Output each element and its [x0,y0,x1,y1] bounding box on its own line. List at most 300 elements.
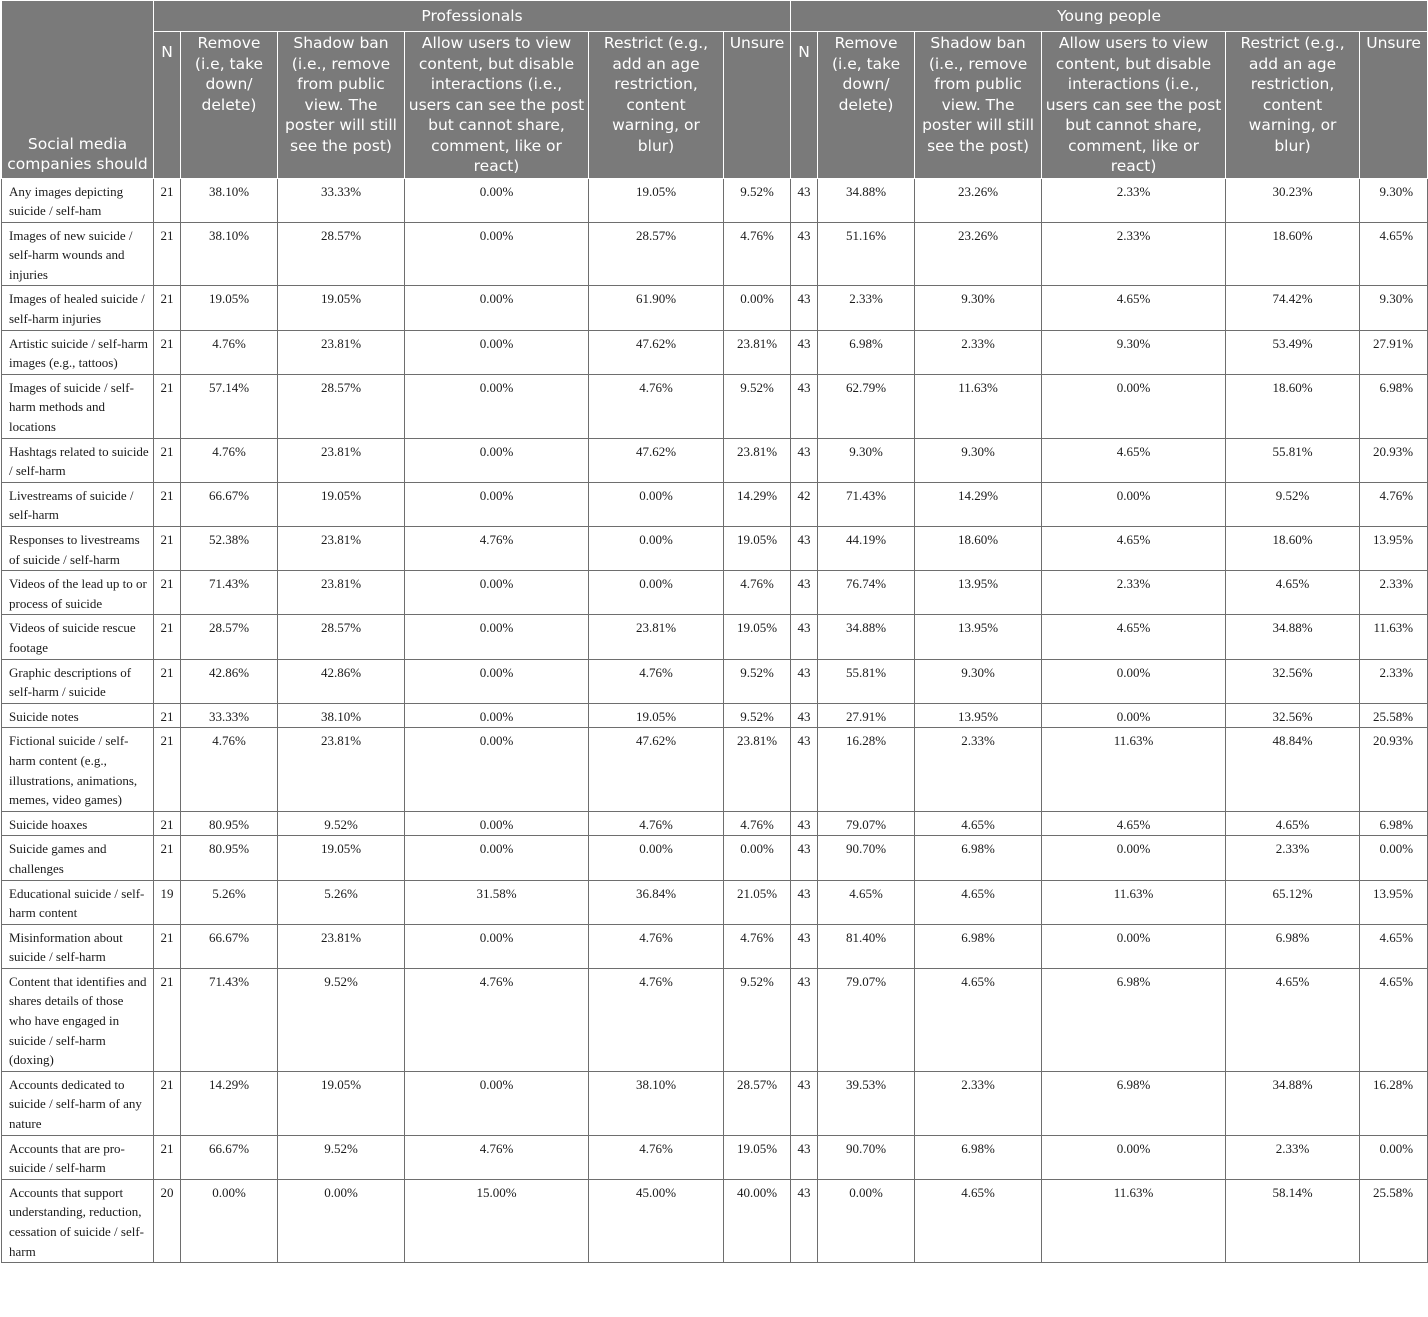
row-label: Images of suicide / self-harm methods and locations [2,374,154,438]
professionals-remove-cell: 14.29% [181,1071,278,1135]
professionals-unsure-cell: 23.81% [724,728,791,811]
young-people-disable-interactions-cell: 4.65% [1042,527,1226,571]
young-people-remove-cell: 2.33% [818,286,915,330]
young-people-disable-interactions-cell: 6.98% [1042,1071,1226,1135]
professionals-n-cell: 21 [154,728,181,811]
young-people-restrict-cell: 4.65% [1226,571,1360,615]
young-people-restrict-cell: 6.98% [1226,924,1360,968]
young-people-disable-interactions-cell: 0.00% [1042,836,1226,880]
young-people-shadow-ban-cell: 23.26% [915,178,1042,222]
professionals-n-cell: 21 [154,482,181,526]
table-row [2,1135,1428,1179]
group-header-young-people: Young people [791,1,1428,32]
young-people-shadow-ban-cell: 9.30% [915,286,1042,330]
young-people-shadow-ban-cell: 4.65% [915,811,1042,836]
professionals-unsure-cell: 0.00% [724,286,791,330]
professionals-n-cell: 21 [154,615,181,659]
professionals-n-cell: 21 [154,178,181,222]
professionals-shadow-ban-cell: 23.81% [278,924,405,968]
column-header-shadow-ban: Shadow ban (i.e., remove from public view. The poster will still see the post) [278,32,405,179]
young-people-shadow-ban-cell: 6.98% [915,836,1042,880]
row-label: Responses to livestreams of suicide / self-harm [2,527,154,571]
professionals-remove-cell: 71.43% [181,571,278,615]
row-label: Any images depicting suicide / self-ham [2,178,154,222]
young-people-unsure-cell: 4.65% [1360,222,1428,286]
young-people-n-cell: 43 [791,968,818,1071]
young-people-shadow-ban-cell: 13.95% [915,703,1042,728]
professionals-n-cell: 21 [154,330,181,374]
professionals-n-cell: 20 [154,1179,181,1262]
young-people-remove-cell: 79.07% [818,968,915,1071]
row-label: Accounts that support understanding, reduction, cessation of suicide / self-harm [2,1179,154,1262]
young-people-n-cell: 43 [791,728,818,811]
column-header-remove: Remove (i.e, take down/ delete) [818,32,915,179]
professionals-disable-interactions-cell: 0.00% [405,836,589,880]
young-people-unsure-cell: 4.76% [1360,482,1428,526]
young-people-restrict-cell: 30.23% [1226,178,1360,222]
professionals-disable-interactions-cell: 0.00% [405,222,589,286]
table-row [2,178,1428,222]
professionals-remove-cell: 28.57% [181,615,278,659]
professionals-unsure-cell: 4.76% [724,924,791,968]
professionals-n-cell: 21 [154,1071,181,1135]
young-people-restrict-cell: 74.42% [1226,286,1360,330]
young-people-unsure-cell: 9.30% [1360,178,1428,222]
professionals-unsure-cell: 4.76% [724,222,791,286]
young-people-restrict-cell: 18.60% [1226,222,1360,286]
column-header-restrict: Restrict (e.g., add an age restriction, content warning, or blur) [589,32,724,179]
professionals-remove-cell: 38.10% [181,178,278,222]
young-people-disable-interactions-cell: 0.00% [1042,703,1226,728]
professionals-restrict-cell: 4.76% [589,374,724,438]
row-label: Images of healed suicide / self-harm injuries [2,286,154,330]
young-people-disable-interactions-cell: 6.98% [1042,968,1226,1071]
row-label: Accounts dedicated to suicide / self-harm of any nature [2,1071,154,1135]
table-row [2,374,1428,438]
table-row [2,659,1428,703]
row-label: Fictional suicide / self-harm content (e.g., illustrations, animations, memes, video games) [2,728,154,811]
row-label: Graphic descriptions of self-harm / suicide [2,659,154,703]
table-row [2,438,1428,482]
table-row [2,703,1428,728]
young-people-remove-cell: 71.43% [818,482,915,526]
professionals-disable-interactions-cell: 0.00% [405,615,589,659]
professionals-unsure-cell: 40.00% [724,1179,791,1262]
young-people-n-cell: 43 [791,1179,818,1262]
professionals-shadow-ban-cell: 9.52% [278,811,405,836]
young-people-remove-cell: 79.07% [818,811,915,836]
professionals-remove-cell: 19.05% [181,286,278,330]
row-label: Artistic suicide / self-harm images (e.g., tattoos) [2,330,154,374]
professionals-disable-interactions-cell: 15.00% [405,1179,589,1262]
professionals-unsure-cell: 28.57% [724,1071,791,1135]
table-row [2,222,1428,286]
professionals-shadow-ban-cell: 19.05% [278,482,405,526]
professionals-restrict-cell: 0.00% [589,527,724,571]
professionals-remove-cell: 66.67% [181,1135,278,1179]
row-label: Videos of suicide rescue footage [2,615,154,659]
professionals-remove-cell: 33.33% [181,703,278,728]
professionals-disable-interactions-cell: 0.00% [405,438,589,482]
row-label: Misinformation about suicide / self-harm [2,924,154,968]
table-row [2,880,1428,924]
professionals-unsure-cell: 0.00% [724,836,791,880]
table-row [2,1179,1428,1262]
professionals-remove-cell: 66.67% [181,924,278,968]
young-people-shadow-ban-cell: 13.95% [915,571,1042,615]
young-people-remove-cell: 16.28% [818,728,915,811]
table-row [2,482,1428,526]
young-people-shadow-ban-cell: 18.60% [915,527,1042,571]
professionals-unsure-cell: 9.52% [724,659,791,703]
young-people-n-cell: 43 [791,527,818,571]
column-header-restrict: Restrict (e.g., add an age restriction, content warning, or blur) [1226,32,1360,179]
professionals-shadow-ban-cell: 33.33% [278,178,405,222]
professionals-shadow-ban-cell: 23.81% [278,330,405,374]
column-header-unsure: Unsure [1360,32,1428,179]
professionals-unsure-cell: 19.05% [724,615,791,659]
column-header-shadow-ban: Shadow ban (i.e., remove from public view. The poster will still see the post) [915,32,1042,179]
table-row [2,615,1428,659]
young-people-disable-interactions-cell: 11.63% [1042,1179,1226,1262]
young-people-restrict-cell: 18.60% [1226,374,1360,438]
young-people-shadow-ban-cell: 4.65% [915,968,1042,1071]
professionals-disable-interactions-cell: 4.76% [405,1135,589,1179]
professionals-restrict-cell: 36.84% [589,880,724,924]
professionals-restrict-cell: 19.05% [589,178,724,222]
table-row [2,924,1428,968]
professionals-shadow-ban-cell: 19.05% [278,286,405,330]
young-people-remove-cell: 27.91% [818,703,915,728]
young-people-shadow-ban-cell: 23.26% [915,222,1042,286]
professionals-restrict-cell: 4.76% [589,659,724,703]
young-people-n-cell: 43 [791,330,818,374]
young-people-disable-interactions-cell: 4.65% [1042,286,1226,330]
professionals-disable-interactions-cell: 0.00% [405,178,589,222]
young-people-disable-interactions-cell: 4.65% [1042,615,1226,659]
professionals-disable-interactions-cell: 0.00% [405,728,589,811]
table-row [2,330,1428,374]
professionals-restrict-cell: 4.76% [589,924,724,968]
professionals-n-cell: 21 [154,811,181,836]
young-people-remove-cell: 6.98% [818,330,915,374]
table-row [2,571,1428,615]
professionals-restrict-cell: 61.90% [589,286,724,330]
professionals-disable-interactions-cell: 0.00% [405,482,589,526]
young-people-shadow-ban-cell: 9.30% [915,659,1042,703]
table-row [2,811,1428,836]
column-header-disable-interactions: Allow users to view content, but disable interactions (i.e., users can see the post but cannot share, comment, like or react) [405,32,589,179]
young-people-restrict-cell: 34.88% [1226,1071,1360,1135]
young-people-restrict-cell: 4.65% [1226,811,1360,836]
table-row [2,728,1428,811]
row-label: Images of new suicide / self-harm wounds and injuries [2,222,154,286]
row-label: Accounts that are pro-suicide / self-harm [2,1135,154,1179]
young-people-n-cell: 43 [791,1071,818,1135]
young-people-restrict-cell: 55.81% [1226,438,1360,482]
young-people-restrict-cell: 2.33% [1226,1135,1360,1179]
young-people-restrict-cell: 18.60% [1226,527,1360,571]
professionals-shadow-ban-cell: 23.81% [278,571,405,615]
professionals-disable-interactions-cell: 0.00% [405,811,589,836]
young-people-remove-cell: 90.70% [818,1135,915,1179]
young-people-n-cell: 43 [791,286,818,330]
professionals-unsure-cell: 9.52% [724,178,791,222]
professionals-remove-cell: 71.43% [181,968,278,1071]
table-row [2,1071,1428,1135]
young-people-shadow-ban-cell: 6.98% [915,924,1042,968]
row-label: Suicide games and challenges [2,836,154,880]
young-people-disable-interactions-cell: 4.65% [1042,438,1226,482]
row-header: Social media companies should [2,1,154,179]
young-people-shadow-ban-cell: 11.63% [915,374,1042,438]
professionals-n-cell: 21 [154,968,181,1071]
table-row [2,968,1428,1071]
young-people-shadow-ban-cell: 9.30% [915,438,1042,482]
professionals-restrict-cell: 4.76% [589,1135,724,1179]
young-people-remove-cell: 0.00% [818,1179,915,1262]
professionals-disable-interactions-cell: 0.00% [405,286,589,330]
professionals-disable-interactions-cell: 0.00% [405,330,589,374]
professionals-shadow-ban-cell: 28.57% [278,374,405,438]
professionals-shadow-ban-cell: 23.81% [278,438,405,482]
young-people-n-cell: 43 [791,222,818,286]
young-people-unsure-cell: 6.98% [1360,811,1428,836]
young-people-n-cell: 43 [791,811,818,836]
professionals-shadow-ban-cell: 0.00% [278,1179,405,1262]
young-people-remove-cell: 44.19% [818,527,915,571]
young-people-n-cell: 43 [791,924,818,968]
professionals-disable-interactions-cell: 0.00% [405,571,589,615]
professionals-remove-cell: 66.67% [181,482,278,526]
young-people-restrict-cell: 34.88% [1226,615,1360,659]
row-label: Suicide notes [2,703,154,728]
young-people-restrict-cell: 2.33% [1226,836,1360,880]
professionals-shadow-ban-cell: 23.81% [278,527,405,571]
young-people-disable-interactions-cell: 0.00% [1042,482,1226,526]
young-people-unsure-cell: 4.65% [1360,924,1428,968]
professionals-restrict-cell: 0.00% [589,836,724,880]
professionals-remove-cell: 42.86% [181,659,278,703]
professionals-unsure-cell: 19.05% [724,1135,791,1179]
young-people-disable-interactions-cell: 9.30% [1042,330,1226,374]
table-body [2,178,1428,1263]
professionals-shadow-ban-cell: 28.57% [278,222,405,286]
row-label: Content that identifies and shares details of those who have engaged in suicide / self-harm (doxing) [2,968,154,1071]
professionals-n-cell: 21 [154,571,181,615]
young-people-n-cell: 43 [791,1135,818,1179]
professionals-n-cell: 19 [154,880,181,924]
young-people-remove-cell: 55.81% [818,659,915,703]
professionals-unsure-cell: 14.29% [724,482,791,526]
professionals-unsure-cell: 4.76% [724,811,791,836]
young-people-restrict-cell: 9.52% [1226,482,1360,526]
results-table [1,0,1428,1263]
young-people-unsure-cell: 16.28% [1360,1071,1428,1135]
professionals-remove-cell: 4.76% [181,330,278,374]
row-label: Educational suicide / self-harm content [2,880,154,924]
professionals-disable-interactions-cell: 31.58% [405,880,589,924]
young-people-shadow-ban-cell: 2.33% [915,1071,1042,1135]
young-people-restrict-cell: 65.12% [1226,880,1360,924]
young-people-shadow-ban-cell: 14.29% [915,482,1042,526]
young-people-unsure-cell: 11.63% [1360,615,1428,659]
table-row [2,836,1428,880]
young-people-shadow-ban-cell: 2.33% [915,728,1042,811]
young-people-n-cell: 43 [791,438,818,482]
professionals-shadow-ban-cell: 23.81% [278,728,405,811]
row-label: Livestreams of suicide / self-harm [2,482,154,526]
young-people-shadow-ban-cell: 2.33% [915,330,1042,374]
young-people-shadow-ban-cell: 4.65% [915,880,1042,924]
professionals-disable-interactions-cell: 0.00% [405,703,589,728]
professionals-restrict-cell: 28.57% [589,222,724,286]
professionals-unsure-cell: 4.76% [724,571,791,615]
young-people-n-cell: 43 [791,836,818,880]
professionals-remove-cell: 38.10% [181,222,278,286]
young-people-n-cell: 42 [791,482,818,526]
professionals-remove-cell: 0.00% [181,1179,278,1262]
young-people-restrict-cell: 48.84% [1226,728,1360,811]
row-label: Hashtags related to suicide / self-harm [2,438,154,482]
young-people-unsure-cell: 27.91% [1360,330,1428,374]
young-people-n-cell: 43 [791,615,818,659]
professionals-remove-cell: 52.38% [181,527,278,571]
professionals-disable-interactions-cell: 4.76% [405,968,589,1071]
young-people-remove-cell: 34.88% [818,615,915,659]
professionals-remove-cell: 80.95% [181,811,278,836]
young-people-unsure-cell: 25.58% [1360,1179,1428,1262]
young-people-restrict-cell: 32.56% [1226,659,1360,703]
young-people-unsure-cell: 6.98% [1360,374,1428,438]
professionals-shadow-ban-cell: 28.57% [278,615,405,659]
young-people-disable-interactions-cell: 0.00% [1042,1135,1226,1179]
young-people-restrict-cell: 4.65% [1226,968,1360,1071]
professionals-n-cell: 21 [154,1135,181,1179]
young-people-unsure-cell: 13.95% [1360,880,1428,924]
young-people-remove-cell: 76.74% [818,571,915,615]
young-people-n-cell: 43 [791,880,818,924]
young-people-unsure-cell: 20.93% [1360,728,1428,811]
professionals-restrict-cell: 47.62% [589,330,724,374]
young-people-remove-cell: 39.53% [818,1071,915,1135]
professionals-disable-interactions-cell: 0.00% [405,374,589,438]
professionals-shadow-ban-cell: 38.10% [278,703,405,728]
professionals-n-cell: 21 [154,222,181,286]
young-people-unsure-cell: 9.30% [1360,286,1428,330]
professionals-restrict-cell: 23.81% [589,615,724,659]
young-people-unsure-cell: 2.33% [1360,659,1428,703]
young-people-remove-cell: 34.88% [818,178,915,222]
young-people-remove-cell: 4.65% [818,880,915,924]
professionals-unsure-cell: 19.05% [724,527,791,571]
young-people-disable-interactions-cell: 2.33% [1042,571,1226,615]
young-people-n-cell: 43 [791,178,818,222]
young-people-disable-interactions-cell: 2.33% [1042,178,1226,222]
professionals-n-cell: 21 [154,924,181,968]
column-header-disable-interactions: Allow users to view content, but disable interactions (i.e., users can see the post but cannot share, comment, like or react) [1042,32,1226,179]
professionals-restrict-cell: 19.05% [589,703,724,728]
table-header [2,1,1428,179]
column-header-n: N [154,32,181,179]
young-people-unsure-cell: 13.95% [1360,527,1428,571]
professionals-shadow-ban-cell: 19.05% [278,1071,405,1135]
young-people-n-cell: 43 [791,703,818,728]
young-people-disable-interactions-cell: 0.00% [1042,374,1226,438]
young-people-disable-interactions-cell: 0.00% [1042,659,1226,703]
young-people-disable-interactions-cell: 4.65% [1042,811,1226,836]
professionals-remove-cell: 4.76% [181,438,278,482]
professionals-remove-cell: 4.76% [181,728,278,811]
young-people-shadow-ban-cell: 4.65% [915,1179,1042,1262]
young-people-n-cell: 43 [791,571,818,615]
young-people-n-cell: 43 [791,659,818,703]
young-people-disable-interactions-cell: 11.63% [1042,880,1226,924]
young-people-unsure-cell: 4.65% [1360,968,1428,1071]
young-people-unsure-cell: 25.58% [1360,703,1428,728]
professionals-disable-interactions-cell: 0.00% [405,659,589,703]
professionals-shadow-ban-cell: 9.52% [278,1135,405,1179]
professionals-disable-interactions-cell: 0.00% [405,924,589,968]
table-row [2,286,1428,330]
professionals-restrict-cell: 47.62% [589,728,724,811]
young-people-remove-cell: 51.16% [818,222,915,286]
professionals-shadow-ban-cell: 9.52% [278,968,405,1071]
professionals-n-cell: 21 [154,374,181,438]
young-people-disable-interactions-cell: 11.63% [1042,728,1226,811]
professionals-remove-cell: 57.14% [181,374,278,438]
professionals-n-cell: 21 [154,286,181,330]
professionals-restrict-cell: 0.00% [589,571,724,615]
young-people-n-cell: 43 [791,374,818,438]
professionals-restrict-cell: 0.00% [589,482,724,526]
professionals-unsure-cell: 21.05% [724,880,791,924]
professionals-shadow-ban-cell: 5.26% [278,880,405,924]
professionals-unsure-cell: 23.81% [724,438,791,482]
professionals-shadow-ban-cell: 19.05% [278,836,405,880]
young-people-unsure-cell: 2.33% [1360,571,1428,615]
young-people-unsure-cell: 20.93% [1360,438,1428,482]
professionals-n-cell: 21 [154,703,181,728]
young-people-restrict-cell: 53.49% [1226,330,1360,374]
professionals-remove-cell: 80.95% [181,836,278,880]
young-people-disable-interactions-cell: 2.33% [1042,222,1226,286]
professionals-shadow-ban-cell: 42.86% [278,659,405,703]
professionals-n-cell: 21 [154,527,181,571]
professionals-n-cell: 21 [154,836,181,880]
young-people-remove-cell: 9.30% [818,438,915,482]
column-header-unsure: Unsure [724,32,791,179]
professionals-restrict-cell: 45.00% [589,1179,724,1262]
professionals-restrict-cell: 47.62% [589,438,724,482]
professionals-unsure-cell: 9.52% [724,374,791,438]
professionals-n-cell: 21 [154,659,181,703]
professionals-unsure-cell: 23.81% [724,330,791,374]
young-people-remove-cell: 62.79% [818,374,915,438]
professionals-remove-cell: 5.26% [181,880,278,924]
professionals-disable-interactions-cell: 0.00% [405,1071,589,1135]
row-label: Videos of the lead up to or process of suicide [2,571,154,615]
table-row [2,527,1428,571]
young-people-remove-cell: 90.70% [818,836,915,880]
group-header-professionals: Professionals [154,1,791,32]
professionals-disable-interactions-cell: 4.76% [405,527,589,571]
young-people-unsure-cell: 0.00% [1360,1135,1428,1179]
young-people-unsure-cell: 0.00% [1360,836,1428,880]
young-people-restrict-cell: 32.56% [1226,703,1360,728]
column-header-n: N [791,32,818,179]
professionals-restrict-cell: 4.76% [589,968,724,1071]
